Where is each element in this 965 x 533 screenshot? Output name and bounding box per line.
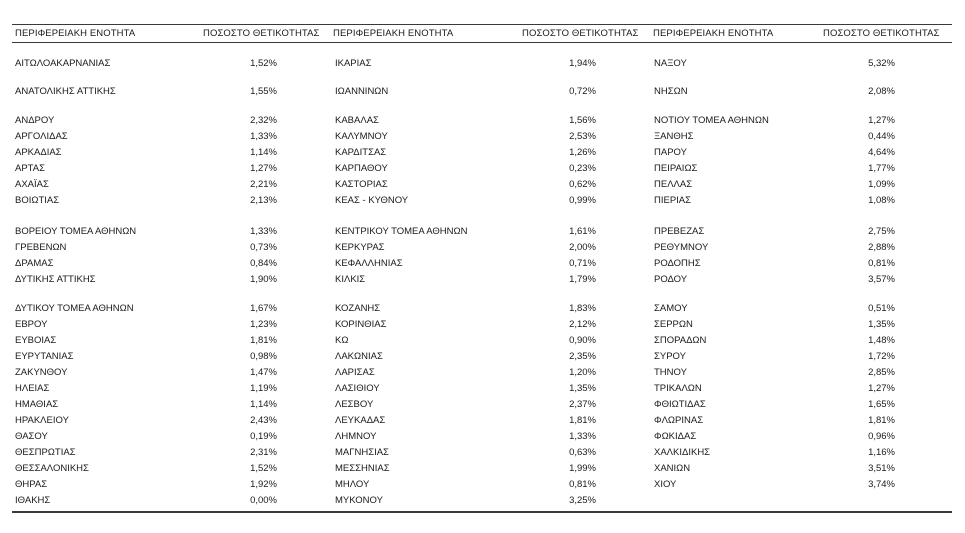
region-name: ΤΡΙΚΑΛΩΝ <box>654 383 702 394</box>
positivity-rate: 0,81% <box>569 479 596 490</box>
region-name: ΚΟΖΑΝΗΣ <box>335 303 381 314</box>
region-name: ΘΕΣΠΡΩΤΙΑΣ <box>15 447 76 458</box>
region-name: ΘΗΡΑΣ <box>15 479 48 490</box>
positivity-rate: 0,62% <box>569 179 596 190</box>
positivity-rate: 2,13% <box>250 195 277 206</box>
positivity-rate: 1,33% <box>250 131 277 142</box>
positivity-rate: 1,79% <box>569 274 596 285</box>
region-name: ΑΡΤΑΣ <box>15 163 45 174</box>
header-rate-col-2: ΠΟΣΟΣΤΟ ΘΕΤΙΚΟΤΗΤΑΣ <box>522 28 639 39</box>
positivity-rate: 0,23% <box>569 163 596 174</box>
positivity-rate: 3,51% <box>868 463 895 474</box>
region-name: ΖΑΚΥΝΘΟΥ <box>15 367 68 378</box>
positivity-rate: 0,84% <box>250 258 277 269</box>
positivity-rate: 0,81% <box>868 258 895 269</box>
region-name: ΚΩ <box>335 335 349 346</box>
positivity-rate: 1,61% <box>569 226 596 237</box>
region-name: ΕΥΡΥΤΑΝΙΑΣ <box>15 351 74 362</box>
header-rate-col-1: ΠΟΣΟΣΤΟ ΘΕΤΙΚΟΤΗΤΑΣ <box>203 28 320 39</box>
region-name: ΦΛΩΡΙΝΑΣ <box>654 415 704 426</box>
positivity-rate: 4,64% <box>868 147 895 158</box>
table-header-row <box>12 25 952 42</box>
header-region-col-1: ΠΕΡΙΦΕΡΕΙΑΚΗ ΕΝΟΤΗΤΑ <box>15 28 136 39</box>
positivity-rate: 1,08% <box>868 195 895 206</box>
positivity-rate: 2,35% <box>569 351 596 362</box>
positivity-rate: 1,35% <box>868 319 895 330</box>
positivity-rate: 1,14% <box>250 147 277 158</box>
region-name: ΕΥΒΟΙΑΣ <box>15 335 57 346</box>
region-name: ΛΕΥΚΑΔΑΣ <box>335 415 386 426</box>
positivity-rate: 0,63% <box>569 447 596 458</box>
positivity-rate: 1,09% <box>868 179 895 190</box>
positivity-rate: 1,33% <box>250 226 277 237</box>
region-name: ΑΙΤΩΛΟΑΚΑΡΝΑΝΙΑΣ <box>15 58 111 69</box>
region-name: ΚΑΣΤΟΡΙΑΣ <box>335 179 388 190</box>
region-name: ΙΩΑΝΝΙΝΩΝ <box>335 86 389 97</box>
positivity-rate: 1,77% <box>868 163 895 174</box>
region-name: ΜΗΛΟΥ <box>335 479 370 490</box>
region-name: ΚΕΦΑΛΛΗΝΙΑΣ <box>335 258 403 269</box>
positivity-rate: 1,20% <box>569 367 596 378</box>
positivity-rate: 1,48% <box>868 335 895 346</box>
positivity-rate: 1,72% <box>868 351 895 362</box>
region-name: ΣΥΡΟΥ <box>654 351 686 362</box>
positivity-rate: 3,25% <box>569 495 596 506</box>
positivity-rate: 1,19% <box>250 383 277 394</box>
region-name: ΝΑΞΟΥ <box>654 58 687 69</box>
region-name: ΚΕΑΣ - ΚΥΘΝΟΥ <box>335 195 409 206</box>
positivity-rate: 1,67% <box>250 303 277 314</box>
positivity-rate: 1,16% <box>868 447 895 458</box>
region-name: ΛΑΡΙΣΑΣ <box>335 367 375 378</box>
positivity-rate: 1,55% <box>250 86 277 97</box>
positivity-rate: 0,90% <box>569 335 596 346</box>
region-name: ΜΥΚΟΝΟΥ <box>335 495 383 506</box>
region-name: ΣΠΟΡΑΔΩΝ <box>654 335 707 346</box>
region-name: ΠΡΕΒΕΖΑΣ <box>654 226 705 237</box>
region-name: ΓΡΕΒΕΝΩΝ <box>15 242 67 253</box>
region-name: ΜΕΣΣΗΝΙΑΣ <box>335 463 390 474</box>
region-name: ΠΕΙΡΑΙΩΣ <box>654 163 698 174</box>
region-name: ΔΥΤΙΚΗΣ ΑΤΤΙΚΗΣ <box>15 274 96 285</box>
positivity-rate: 1,99% <box>569 463 596 474</box>
region-name: ΚΟΡΙΝΘΙΑΣ <box>335 319 387 330</box>
region-name: ΧΑΝΙΩΝ <box>654 463 691 474</box>
header-region-col-3: ΠΕΡΙΦΕΡΕΙΑΚΗ ΕΝΟΤΗΤΑ <box>653 28 774 39</box>
positivity-rate: 2,85% <box>868 367 895 378</box>
region-name: ΘΑΣΟΥ <box>15 431 48 442</box>
positivity-rate: 1,56% <box>569 115 596 126</box>
region-name: ΕΒΡΟΥ <box>15 319 48 330</box>
region-name: ΑΝΑΤΟΛΙΚΗΣ ΑΤΤΙΚΗΣ <box>15 86 116 97</box>
region-name: ΚΕΡΚΥΡΑΣ <box>335 242 385 253</box>
region-name: ΛΕΣΒΟΥ <box>335 399 374 410</box>
positivity-rate: 2,00% <box>569 242 596 253</box>
positivity-rate: 2,43% <box>250 415 277 426</box>
region-name: ΗΡΑΚΛΕΙΟΥ <box>15 415 69 426</box>
positivity-rate: 1,47% <box>250 367 277 378</box>
region-name: ΚΙΛΚΙΣ <box>335 274 366 285</box>
region-name: ΑΡΓΟΛΙΔΑΣ <box>15 131 68 142</box>
region-name: ΦΩΚΙΔΑΣ <box>654 431 697 442</box>
positivity-rate: 2,31% <box>250 447 277 458</box>
region-name: ΡΟΔΟΥ <box>654 274 688 285</box>
positivity-rate: 0,71% <box>569 258 596 269</box>
positivity-rate: 2,21% <box>250 179 277 190</box>
region-name: ΚΕΝΤΡΙΚΟΥ ΤΟΜΕΑ ΑΘΗΝΩΝ <box>335 226 468 237</box>
region-name: ΣΑΜΟΥ <box>654 303 688 314</box>
region-name: ΞΑΝΘΗΣ <box>654 131 694 142</box>
region-name: ΗΛΕΙΑΣ <box>15 383 50 394</box>
positivity-rate: 1,83% <box>569 303 596 314</box>
region-name: ΡΟΔΟΠΗΣ <box>654 258 701 269</box>
region-name: ΒΟΡΕΙΟΥ ΤΟΜΕΑ ΑΘΗΝΩΝ <box>15 226 137 237</box>
positivity-table <box>12 24 952 513</box>
region-name: ΧΑΛΚΙΔΙΚΗΣ <box>654 447 711 458</box>
region-name: ΛΗΜΝΟΥ <box>335 431 377 442</box>
header-rate-col-3: ΠΟΣΟΣΤΟ ΘΕΤΙΚΟΤΗΤΑΣ <box>823 28 940 39</box>
positivity-rate: 1,27% <box>868 115 895 126</box>
region-name: ΡΕΘΥΜΝΟΥ <box>654 242 709 253</box>
positivity-rate: 0,73% <box>250 242 277 253</box>
positivity-rate: 1,23% <box>250 319 277 330</box>
region-name: ΠΙΕΡΙΑΣ <box>654 195 692 206</box>
region-name: ΙΘΑΚΗΣ <box>15 495 51 506</box>
table-body <box>12 43 952 511</box>
region-name: ΒΟΙΩΤΙΑΣ <box>15 195 60 206</box>
region-name: ΘΕΣΣΑΛΟΝΙΚΗΣ <box>15 463 89 474</box>
region-name: ΑΧΑΪΑΣ <box>15 179 49 190</box>
region-name: ΛΑΚΩΝΙΑΣ <box>335 351 383 362</box>
positivity-rate: 1,26% <box>569 147 596 158</box>
region-name: ΚΑΒΑΛΑΣ <box>335 115 379 126</box>
positivity-rate: 2,88% <box>868 242 895 253</box>
positivity-rate: 1,65% <box>868 399 895 410</box>
positivity-rate: 1,81% <box>569 415 596 426</box>
positivity-rate: 1,81% <box>250 335 277 346</box>
region-name: ΤΗΝΟΥ <box>654 367 687 378</box>
positivity-rate: 0,99% <box>569 195 596 206</box>
positivity-rate: 1,35% <box>569 383 596 394</box>
region-name: ΛΑΣΙΘΙΟΥ <box>335 383 380 394</box>
positivity-rate: 2,32% <box>250 115 277 126</box>
region-name: ΣΕΡΡΩΝ <box>654 319 693 330</box>
positivity-rate: 0,44% <box>868 131 895 142</box>
region-name: ΗΜΑΘΙΑΣ <box>15 399 59 410</box>
table-bottom-rule <box>12 511 952 513</box>
positivity-rate: 2,08% <box>868 86 895 97</box>
region-name: ΠΕΛΛΑΣ <box>654 179 693 190</box>
positivity-rate: 0,96% <box>868 431 895 442</box>
region-name: ΚΑΡΠΑΘΟΥ <box>335 163 388 174</box>
positivity-rate: 0,00% <box>250 495 277 506</box>
positivity-rate: 0,51% <box>868 303 895 314</box>
positivity-rate: 2,12% <box>569 319 596 330</box>
region-name: ΙΚΑΡΙΑΣ <box>335 58 372 69</box>
positivity-rate: 1,52% <box>250 58 277 69</box>
region-name: ΚΑΛΥΜΝΟΥ <box>335 131 388 142</box>
region-name: ΜΑΓΝΗΣΙΑΣ <box>335 447 389 458</box>
region-name: ΦΘΙΩΤΙΔΑΣ <box>654 399 706 410</box>
positivity-rate: 2,75% <box>868 226 895 237</box>
positivity-rate: 2,53% <box>569 131 596 142</box>
positivity-rate: 1,14% <box>250 399 277 410</box>
positivity-rate: 0,19% <box>250 431 277 442</box>
positivity-rate: 1,52% <box>250 463 277 474</box>
positivity-rate: 2,37% <box>569 399 596 410</box>
positivity-rate: 3,57% <box>868 274 895 285</box>
positivity-rate: 0,72% <box>569 86 596 97</box>
positivity-rate: 1,94% <box>569 58 596 69</box>
region-name: ΧΙΟΥ <box>654 479 677 490</box>
region-name: ΔΡΑΜΑΣ <box>15 258 54 269</box>
region-name: ΝΟΤΙΟΥ ΤΟΜΕΑ ΑΘΗΝΩΝ <box>654 115 769 126</box>
region-name: ΔΥΤΙΚΟΥ ΤΟΜΕΑ ΑΘΗΝΩΝ <box>15 303 134 314</box>
positivity-rate: 3,74% <box>868 479 895 490</box>
header-region-col-2: ΠΕΡΙΦΕΡΕΙΑΚΗ ΕΝΟΤΗΤΑ <box>333 28 454 39</box>
positivity-rate: 1,92% <box>250 479 277 490</box>
region-name: ΝΗΣΩΝ <box>654 86 688 97</box>
positivity-rate: 1,27% <box>868 383 895 394</box>
positivity-rate: 0,98% <box>250 351 277 362</box>
positivity-rate: 5,32% <box>868 58 895 69</box>
region-name: ΠΑΡΟΥ <box>654 147 687 158</box>
positivity-rate: 1,33% <box>569 431 596 442</box>
region-name: ΑΝΔΡΟΥ <box>15 115 55 126</box>
region-name: ΑΡΚΑΔΙΑΣ <box>15 147 62 158</box>
positivity-rate: 1,90% <box>250 274 277 285</box>
region-name: ΚΑΡΔΙΤΣΑΣ <box>335 147 387 158</box>
positivity-rate: 1,27% <box>250 163 277 174</box>
positivity-rate: 1,81% <box>868 415 895 426</box>
